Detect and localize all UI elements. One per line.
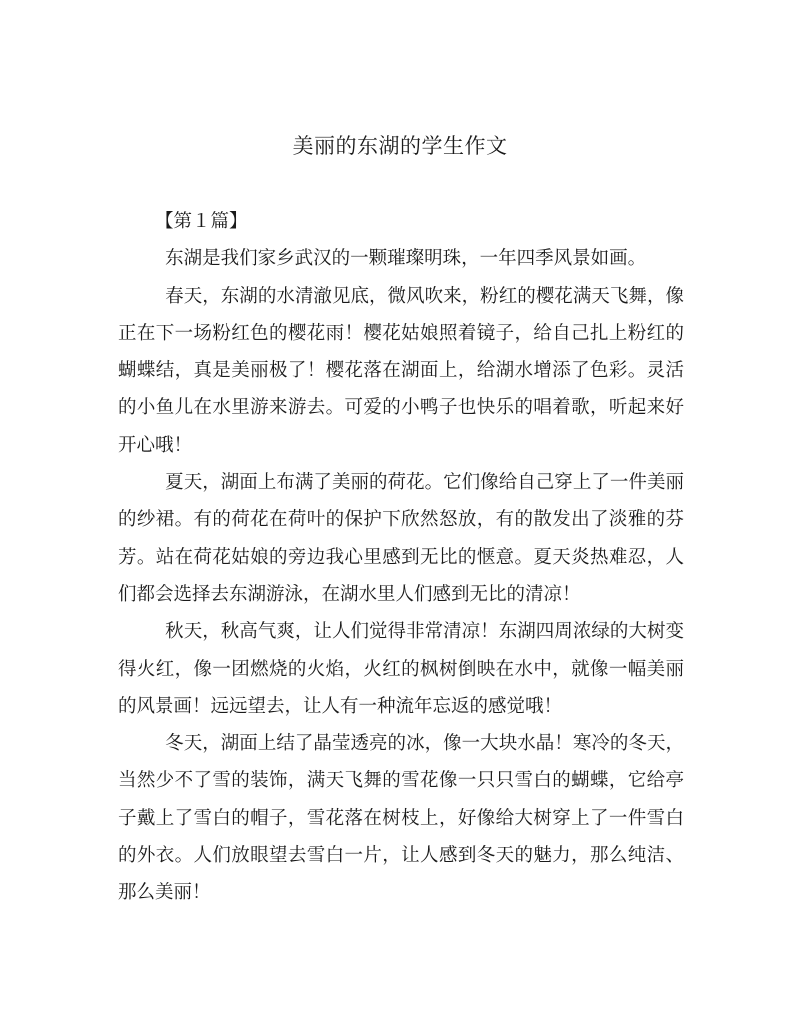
paragraph-intro: 东湖是我们家乡武汉的一颗璀璨明珠，一年四季风景如画。 [165, 248, 647, 270]
paragraph-autumn: 秋天，秋高气爽，让人们觉得非常清凉！东湖四周浓绿的大树变得火红，像一团燃烧的火焰，火红的枫树倒映在水中，就像一幅美丽的风景画！远远望去，让人有一种流年忘返的感觉哦！ [118, 621, 684, 717]
paragraph-winter: 冬天，湖面上结了晶莹透亮的冰，像一大块水晶！寒冷的冬天，当然少不了雪的装饰，满天飞舞的雪花像一只只雪白的蝴蝶，它给亭子戴上了雪白的帽子，雪花落在树枝上，好像给大树穿上了一件雪白的外衣。人们放眼望去雪白一片，让人感到冬天的魅力，那么纯洁、那么美丽！ [118, 733, 684, 904]
document-body [118, 203, 684, 912]
section-label: 【第１篇】 [155, 211, 248, 232]
paragraph-summer: 夏天，湖面上布满了美丽的荷花。它们像给自己穿上了一件美丽的纱裙。有的荷花在荷叶的保护下欣然怒放，有的散发出了淡雅的芬芳。站在荷花姑娘的旁边我心里感到无比的惬意。夏天炎热难忍，人们都会选择去东湖游泳，在湖水里人们感到无比的清凉！ [118, 472, 684, 605]
paragraph-spring: 春天，东湖的水清澈见底，微风吹来，粉红的樱花满天飞舞，像正在下一场粉红色的樱花雨！樱花姑娘照着镜子，给自己扎上粉红的蝴蝶结，真是美丽极了！樱花落在湖面上，给湖水增添了色彩。灵活的小鱼儿在水里游来游去。可爱的小鸭子也快乐的唱着歌，听起来好开心哦！ [118, 285, 684, 456]
document-title: 美丽的东湖的学生作文 [292, 134, 508, 158]
